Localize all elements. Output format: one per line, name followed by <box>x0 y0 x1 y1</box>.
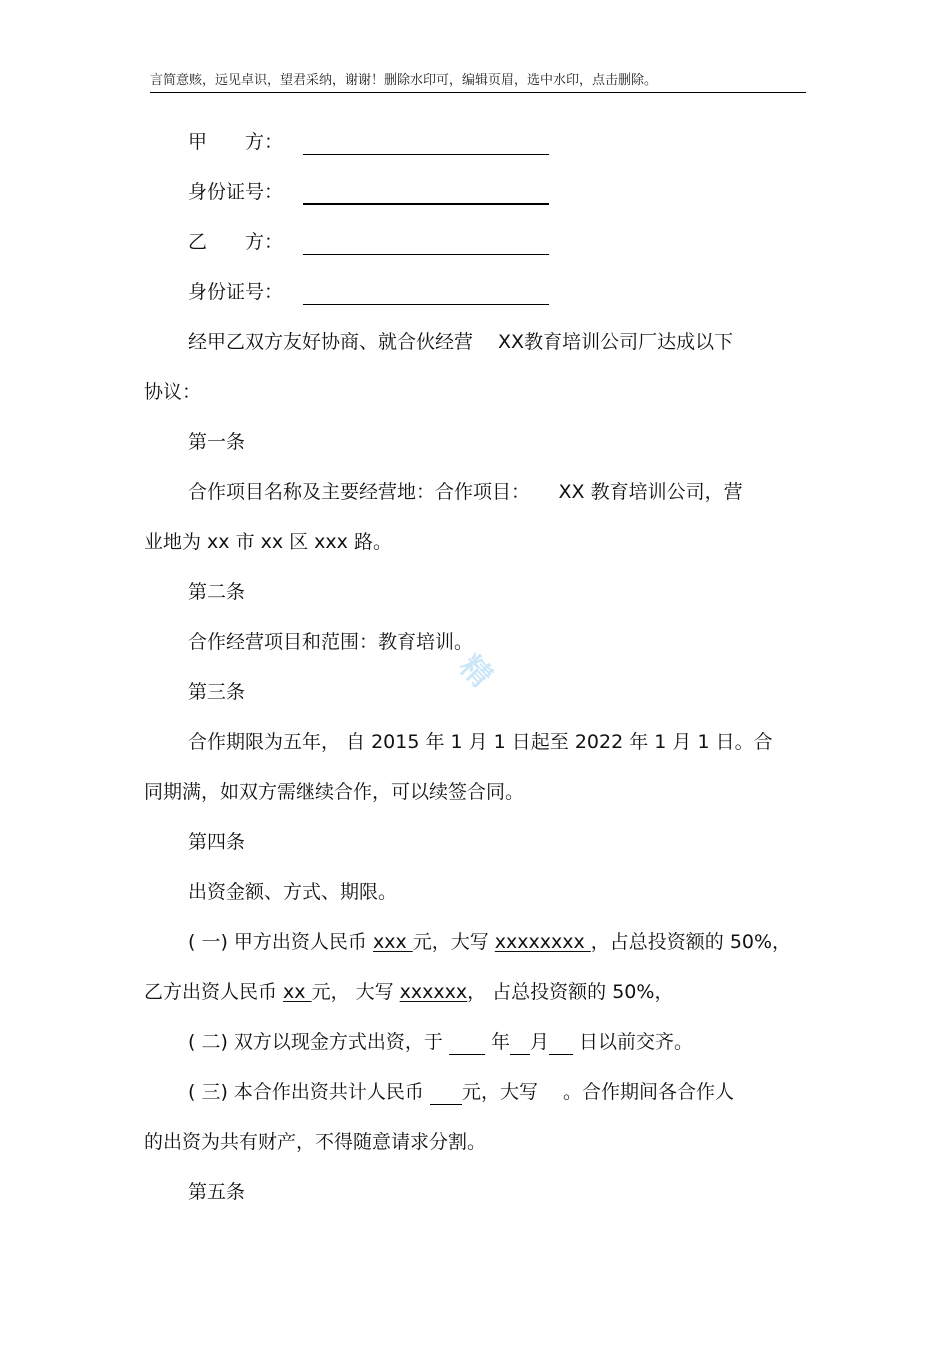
item-1-caps-2: xxxxxx <box>399 981 468 1003</box>
item-1-text-e: 元， 大写 <box>311 981 400 1003</box>
item-3-text-b: 元，大写 。合作期间各合作人 <box>461 1081 734 1103</box>
id-row-2 <box>188 279 549 305</box>
page-header: 言简意赅，远见卓识，望君采纳，谢谢！删除水印可，编辑页眉，选中水印，点击删除。 <box>150 72 806 93</box>
id-field-1[interactable] <box>303 181 549 205</box>
party-b-field[interactable] <box>303 232 549 255</box>
article-3-line-2: 同期满，如双方需继续合作，可以续签合同。 <box>144 781 525 803</box>
intro-line-1: 经甲乙双方友好协商、就合伙经营 XX教育培训公司厂达成以下 <box>188 331 734 353</box>
item-1-text-c: ，占总投资额的 50%， <box>590 931 792 953</box>
party-b-label: 乙 方： <box>188 231 284 253</box>
party-a-label: 甲 方： <box>188 131 284 153</box>
item-2-text-a: ( 二) 双方以现金方式出资，于 <box>188 1031 449 1053</box>
article-2-line-1: 合作经营项目和范围：教育培训。 <box>188 631 474 653</box>
id-label-2: 身份证号： <box>188 281 284 303</box>
item-2-text-c: 月 <box>530 1031 550 1053</box>
party-a-row <box>188 129 549 155</box>
item-1-amount-2: xx <box>283 981 312 1003</box>
item-2-day-blank[interactable] <box>549 1034 573 1055</box>
article-4-item-1-cont <box>144 979 673 1005</box>
party-b-row <box>188 229 549 255</box>
article-4-item-1 <box>188 929 791 955</box>
article-4-item-3-cont: 的出资为共有财产，不得随意请求分割。 <box>144 1131 487 1153</box>
article-4-item-3 <box>188 1079 734 1105</box>
item-1-text-d: 乙方出资人民币 <box>144 981 284 1003</box>
article-4-item-2 <box>188 1029 693 1055</box>
article-1-line-2: 业地为 xx 市 xx 区 xxx 路。 <box>144 531 392 553</box>
id-field-2[interactable] <box>303 282 549 305</box>
item-2-text-b: 年 <box>484 1031 510 1053</box>
watermark[interactable]: 精 <box>452 648 499 695</box>
item-1-text-a: ( 一) 甲方出资人民币 <box>188 931 373 953</box>
item-1-caps: xxxxxxxx <box>494 931 591 953</box>
item-2-year-blank[interactable] <box>449 1034 485 1055</box>
article-4-title: 第四条 <box>188 831 246 853</box>
item-3-amount-blank[interactable] <box>430 1084 462 1105</box>
item-1-amount: xxx <box>372 931 413 953</box>
article-1-title: 第一条 <box>188 431 246 453</box>
item-2-month-blank[interactable] <box>510 1034 530 1055</box>
article-2-title: 第二条 <box>188 581 246 603</box>
article-4-subtitle: 出资金额、方式、期限。 <box>188 881 398 903</box>
article-3-line-1: 合作期限为五年， 自 2015 年 1 月 1 日起至 2022 年 1 月 1 日。合 <box>188 731 773 753</box>
intro-line-2: 协议： <box>144 381 202 403</box>
party-a-field[interactable] <box>303 132 549 155</box>
item-2-text-d: 日以前交齐。 <box>573 1031 694 1053</box>
article-5-title: 第五条 <box>188 1181 246 1203</box>
item-3-text-a: ( 三) 本合作出资共计人民币 <box>188 1081 430 1103</box>
article-3-title: 第三条 <box>188 681 246 703</box>
item-1-text-b: 元，大写 <box>412 931 495 953</box>
id-label-1: 身份证号： <box>188 181 284 203</box>
article-1-line-1: 合作项目名称及主要经营地：合作项目： XX 教育培训公司，营 <box>188 481 743 503</box>
id-row-1 <box>188 179 549 205</box>
item-1-text-f: ， 占总投资额的 50%， <box>467 981 674 1003</box>
